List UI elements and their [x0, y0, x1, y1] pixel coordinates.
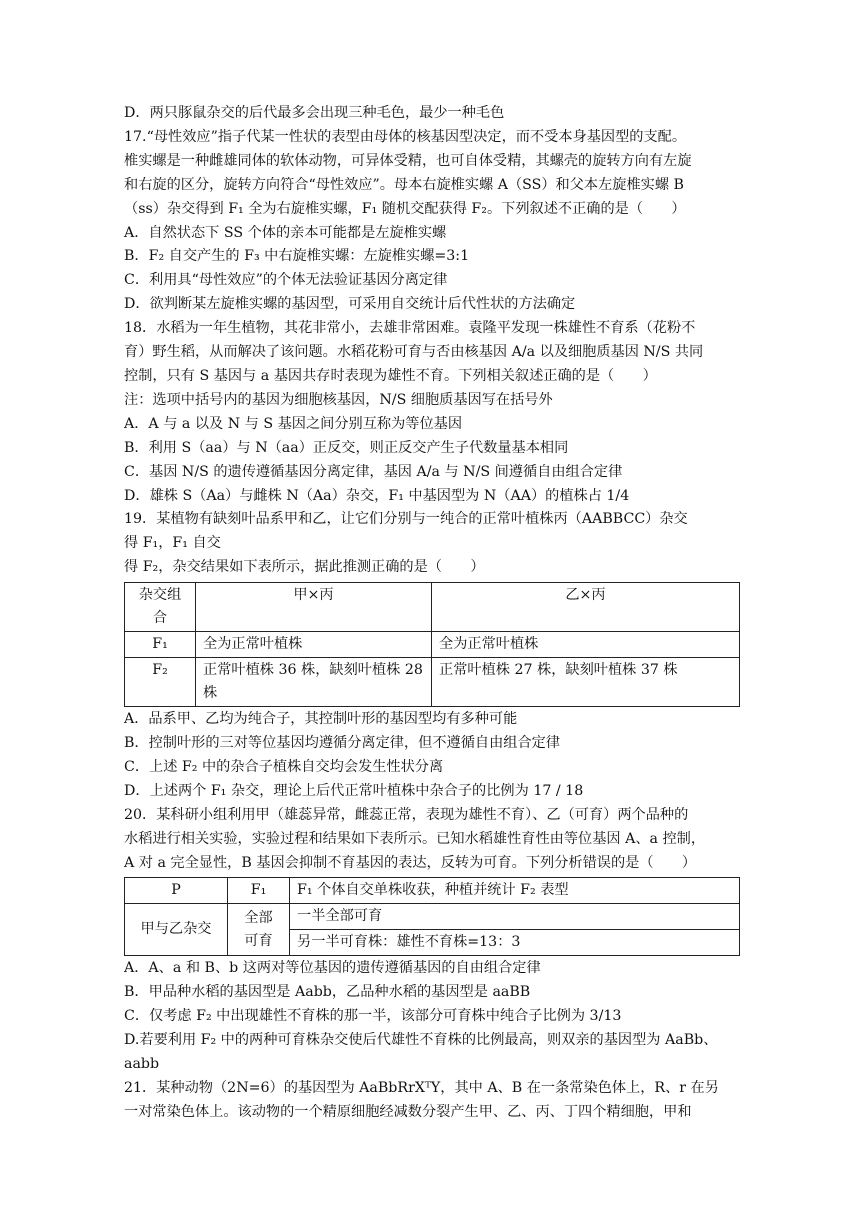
q16-option-d: D．两只豚鼠杂交的后代最多会出现三种毛色，最少一种毛色: [124, 105, 505, 121]
q20-stem-line: A 对 a 完全显性，B 基因会抑制不育基因的表达，反转为可育。下列分析错误的是（ ）: [124, 854, 697, 871]
table-header-cell: F₁ 个体自交单株收获，种植并统计 F₂ 表型: [290, 878, 740, 904]
q18-option-c: C．基因 N/S 的遗传遵循基因分离定律，基因 A/a 与 N/S 间遵循自由组合定律: [124, 463, 623, 480]
q17-stem-line: 椎实螺是一种雌雄同体的软体动物，可异体受精，也可自体受精，其螺壳的旋转方向有左旋: [124, 152, 692, 169]
table-cell: F₂: [125, 658, 196, 707]
q17-option-c: C．利用具“母性效应”的个体无法验证基因分离定律: [124, 272, 448, 289]
table-cell: 全为正常叶植株: [432, 632, 740, 658]
q17-option-b: B．F₂ 自交产生的 F₃ 中右旋椎实螺：左旋椎实螺=3:1: [124, 248, 470, 265]
table-cell: 另一半可育株：雄性不育株=13：3: [290, 930, 740, 956]
q17-option-a: A．自然状态下 SS 个体的亲本可能都是左旋椎实螺: [124, 224, 447, 241]
q19-option-a: A．品系甲、乙均为纯合子，其控制叶形的基因型均有多种可能: [124, 711, 518, 728]
q20-option-d-cont: aabb: [124, 1056, 160, 1073]
table-cell: 正常叶植株 36 株，缺刻叶植株 28 株: [196, 658, 432, 707]
q20-option-a: A．A、a 和 B、b 这两对等位基因的遗传遵循基因的自由组合定律: [124, 960, 541, 977]
q20-stem-line: 20．某科研小组利用甲（雄蕊异常，雌蕊正常，表现为雄性不育）、乙（可育）两个品种的: [124, 806, 689, 823]
q20-experiment-table: [124, 877, 740, 956]
q19-option-c: C．上述 F₂ 中的杂合子植株自交均会发生性状分离: [124, 758, 444, 775]
q18-option-d: D．雄株 S（Aa）与雌株 N（Aa）杂交，F₁ 中基因型为 N（AA）的植株占 1/4: [124, 487, 630, 504]
q21-stem-line: 21．某种动物（2N=6）的基因型为 AaBbRrXᵀY，其中 A、B 在一条常染色体上，R、r 在另: [124, 1080, 719, 1096]
q18-stem-line: 控制，只有 S 基因与 a 基因共存时表现为雄性不育。下列相关叙述正确的是（ ）: [124, 367, 657, 384]
table-cell: 全为正常叶植株: [196, 632, 432, 658]
table-cell: F₁: [125, 632, 196, 658]
q19-option-b: B．控制叶形的三对等位基因均遵循分离定律，但不遵循自由组合定律: [124, 735, 561, 752]
q17-option-d: D．欲判断某左旋椎实螺的基因型，可采用自交统计后代性状的方法确定: [124, 296, 576, 313]
q20-option-c: C．仅考虑 F₂ 中出现雄性不育株的那一半，该部分可育株中纯合子比例为 3/13: [124, 1008, 622, 1025]
q17-stem-line: 17.“母性效应”指子代某一性状的表型由母体的核基因型决定，而不受本身基因型的支配。: [124, 128, 687, 145]
table-header-cell: P: [125, 878, 228, 904]
q19-option-d: D．上述两个 F₁ 杂交，理论上后代正常叶植株中杂合子的比例为 17 / 18: [124, 782, 584, 799]
table-header-row: [125, 878, 740, 904]
question-content: [124, 102, 740, 1125]
q18-option-a: A．A 与 a 以及 N 与 S 基因之间分别互称为等位基因: [124, 415, 463, 432]
table-row: [125, 632, 740, 658]
table-cell: 正常叶植株 27 株，缺刻叶植株 37 株: [432, 658, 740, 707]
table-cell: 全部可育: [228, 904, 290, 956]
table-cell: 甲与乙杂交: [125, 904, 228, 956]
q20-option-d: D.若要利用 F₂ 中的两种可育株杂交使后代雄性不育株的比例最高，则双亲的基因型为 AaBb、: [124, 1032, 718, 1049]
table-header-cell: 杂交组合: [125, 583, 196, 632]
q17-stem-line: 和右旋的区分，旋转方向符合“母性效应”。母本右旋椎实螺 A（SS）和父本左旋椎实螺 B: [124, 176, 684, 193]
table-cell: 一半全部可育: [290, 904, 740, 930]
table-row: [125, 658, 740, 707]
table-header-row: [125, 583, 740, 632]
q18-option-b: B．利用 S（aa）与 N（aa）正反交，则正反交产生子代数量基本相同: [124, 439, 569, 456]
q17-stem-line: （ss）杂交得到 F₁ 全为右旋椎实螺，F₁ 随机交配获得 F₂。下列叙述不正确的是（ ）: [124, 200, 686, 217]
q19-stem-line: 19．某植物有缺刻叶品系甲和乙，让它们分别与一纯合的正常叶植株丙（AABBCC）杂交: [124, 511, 688, 528]
q18-stem-line: 18．水稻为一年生植物，其花非常小，去雄非常困难。袁隆平发现一株雄性不育系（花粉不: [124, 320, 696, 337]
table-row: [125, 904, 740, 930]
table-header-cell: 乙×丙: [432, 583, 740, 632]
q18-stem-line: 育）野生稻，从而解决了该问题。水稻花粉可育与否由核基因 A/a 以及细胞质基因 N/S 共同: [124, 344, 704, 361]
q19-stem-line: 得 F₂，杂交结果如下表所示，据此推测正确的是（ ）: [124, 559, 485, 576]
table-header-cell: 甲×丙: [196, 583, 432, 632]
q18-note: 注：选项中括号内的基因为细胞核基因，N/S 细胞质基因写在括号外: [124, 391, 553, 408]
table-header-cell: F₁: [228, 878, 290, 904]
q19-results-table: [124, 582, 740, 707]
q20-option-b: B．甲品种水稻的基因型是 Aabb，乙品种水稻的基因型是 aaBB: [124, 984, 531, 1001]
q20-stem-line: 水稻进行相关实验，实验过程和结果如下表所示。已知水稻雄性育性由等位基因 A、a 控制，: [124, 830, 706, 847]
q19-stem-line: 得 F₁，F₁ 自交: [124, 535, 221, 552]
q21-stem-line: 一对常染色体上。该动物的一个精原细胞经减数分裂产生甲、乙、丙、丁四个精细胞，甲和: [124, 1103, 692, 1120]
